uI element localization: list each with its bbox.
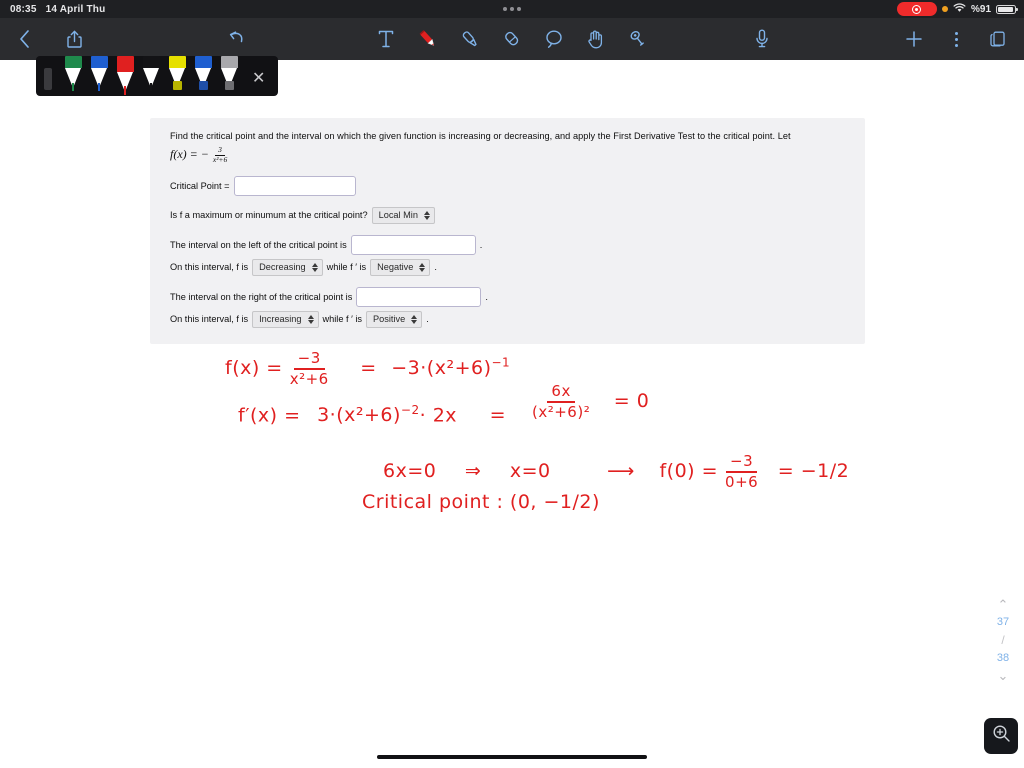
zoom-in-button[interactable] <box>984 718 1018 754</box>
left-interval-row <box>170 235 845 255</box>
pen-blue[interactable] <box>89 56 109 96</box>
right-interval-row <box>170 287 845 307</box>
critical-point-input[interactable] <box>234 176 356 196</box>
zoom-in-icon <box>992 724 1011 748</box>
handwriting-line-3 <box>525 383 649 420</box>
left-f-trend-value: Decreasing <box>259 262 306 273</box>
home-indicator[interactable] <box>377 755 647 759</box>
chevron-updown-icon <box>424 211 430 220</box>
chevron-updown-icon <box>411 315 417 324</box>
more-vertical-icon[interactable] <box>942 25 970 53</box>
question-card <box>150 118 865 344</box>
status-time: 08:35 <box>10 3 37 15</box>
handwriting-line-2 <box>238 403 506 426</box>
handwriting-line-5: Critical point : (0, −1/2) <box>362 491 600 513</box>
document-page <box>20 98 984 746</box>
multitask-handle[interactable] <box>0 7 1024 11</box>
hw-line1-exp: −1 <box>491 355 511 370</box>
privacy-dot-icon <box>942 6 948 12</box>
hw-line4-den: 0+6 <box>725 472 759 491</box>
undo-icon[interactable] <box>222 25 250 53</box>
app-toolbar <box>0 18 1024 60</box>
toolbar-left-group <box>0 25 88 53</box>
right-fprime-select[interactable] <box>366 311 422 328</box>
text-tool-icon[interactable] <box>372 25 400 53</box>
right-interval-label: The interval on the right of the critical point is <box>170 291 353 302</box>
hw-line2-lhs: f′(x) = <box>238 404 301 427</box>
microphone-icon[interactable] <box>748 25 776 53</box>
total-page-number: 38 <box>996 652 1010 664</box>
pen-red[interactable] <box>115 56 135 96</box>
page-up-chevron-icon[interactable]: ⌃ <box>997 597 1009 612</box>
function-denominator: x²+6 <box>212 154 228 164</box>
hw-line4-b: x=0 <box>509 460 551 482</box>
right-f-trend-value: Increasing <box>259 314 302 325</box>
pages-icon[interactable] <box>984 25 1012 53</box>
hw-line1-num: −3 <box>294 350 325 370</box>
right-onthis-label: On this interval, f is <box>170 314 249 325</box>
chevron-updown-icon <box>312 263 318 272</box>
function-numerator: 3 <box>215 146 225 156</box>
question-prompt: Find the critical point and the interval on which the given function is increasing or decreasing, and apply the First Derivative Test to the critical point. Let <box>170 131 791 141</box>
hw-line1-rhs: −3·(x²+6) <box>391 357 492 379</box>
right-interval-input[interactable] <box>356 287 481 307</box>
left-onthis-label: On this interval, f is <box>170 262 249 273</box>
current-page-number: 37 <box>996 616 1010 628</box>
hw-line3-eq: = 0 <box>613 390 650 412</box>
hw-line3-den: (x²+6)² <box>532 402 591 421</box>
maxmin-row <box>170 207 845 224</box>
status-date: 14 April Thu <box>45 3 106 15</box>
left-fprime-select[interactable] <box>370 259 430 276</box>
handwriting-line-4a <box>383 453 849 490</box>
left-f-trend-select[interactable] <box>252 259 322 276</box>
lasso-tool-icon[interactable] <box>540 25 568 53</box>
left-interval-period: . <box>479 239 483 250</box>
pen-green[interactable] <box>63 56 83 96</box>
hw-line3-fraction <box>528 383 594 420</box>
hw-line4-arrow2: ⟶ <box>607 460 635 482</box>
left-trend-period: . <box>434 262 437 273</box>
hand-tool-icon[interactable] <box>582 25 610 53</box>
eraser-tool-icon[interactable] <box>498 25 526 53</box>
eraser-gray[interactable] <box>219 56 239 96</box>
chevron-updown-icon <box>419 263 425 272</box>
hw-line2-exp: −2 <box>400 403 420 417</box>
left-interval-label: The interval on the left of the critical point is <box>170 239 347 250</box>
close-tray-icon[interactable]: ✕ <box>252 70 266 87</box>
recording-indicator-icon <box>897 2 937 16</box>
hw-line2-tail: · 2x <box>419 404 458 427</box>
hw-line4-d: = −1/2 <box>777 460 850 482</box>
left-while-label: while f ′ is <box>326 262 367 273</box>
back-chevron-icon[interactable] <box>10 25 38 53</box>
left-interval-input[interactable] <box>351 235 476 255</box>
maxmin-select[interactable] <box>372 207 435 224</box>
reader-tool-icon[interactable] <box>624 25 652 53</box>
right-fprime-value: Positive <box>373 314 406 325</box>
highlighter-tool-icon[interactable] <box>456 25 484 53</box>
critical-point-row <box>170 176 845 196</box>
battery-percent: %91 <box>970 3 991 15</box>
handwriting-line-1 <box>225 350 510 387</box>
hw-line4-a: 6x=0 <box>383 460 437 482</box>
left-trend-row <box>170 259 845 276</box>
hw-line2-rhs: 3·(x²+6) <box>317 404 401 427</box>
hw-line4-num: −3 <box>726 453 757 473</box>
toolbar-right-group <box>900 25 1012 53</box>
right-interval-period: . <box>485 291 488 302</box>
function-fraction <box>210 146 230 164</box>
hw-line1-lhs: f(x) = <box>225 357 283 379</box>
highlighter-blue[interactable] <box>193 56 213 96</box>
hw-line1-eq: = <box>360 357 377 379</box>
status-bar-right <box>897 0 1016 18</box>
page-navigator <box>988 598 1018 682</box>
hw-line4-arrow: ⇒ <box>464 460 482 482</box>
right-while-label: while f ′ is <box>322 314 363 325</box>
question-function <box>170 146 845 164</box>
share-icon[interactable] <box>60 25 88 53</box>
page-separator: / <box>1001 633 1005 647</box>
chevron-updown-icon <box>308 315 314 324</box>
right-trend-row <box>170 311 845 328</box>
hw-line4-c: f(0) = <box>659 460 719 482</box>
pen-black[interactable] <box>141 56 161 96</box>
function-label: f(x) = − <box>170 147 209 162</box>
three-dots-handle-icon[interactable] <box>503 7 521 11</box>
highlighter-yellow[interactable] <box>167 56 187 96</box>
status-bar <box>0 0 1024 18</box>
maxmin-select-value: Local Min <box>378 210 418 221</box>
hw-line3-num: 6x <box>547 383 574 403</box>
right-trend-period: . <box>426 314 429 325</box>
hw-line2-eq: = <box>489 404 507 427</box>
left-fprime-value: Negative <box>377 262 414 273</box>
wifi-icon <box>953 3 966 16</box>
maxmin-question-label: Is f a maximum or minumum at the critical point? <box>170 210 368 221</box>
hw-line1-den: x²+6 <box>289 369 329 388</box>
page-down-chevron-icon[interactable]: ⌄ <box>997 668 1009 683</box>
critical-point-label: Critical Point = <box>170 180 230 191</box>
right-f-trend-select[interactable] <box>252 311 318 328</box>
tray-thickness-slider[interactable] <box>44 68 52 90</box>
battery-icon <box>996 5 1016 14</box>
pen-color-tray <box>36 56 278 96</box>
plus-icon[interactable] <box>900 25 928 53</box>
pen-tool-icon[interactable] <box>414 25 442 53</box>
hw-line4-fraction <box>721 453 762 490</box>
toolbar-tools-group <box>0 25 1024 53</box>
hw-line1-fraction <box>286 350 333 387</box>
